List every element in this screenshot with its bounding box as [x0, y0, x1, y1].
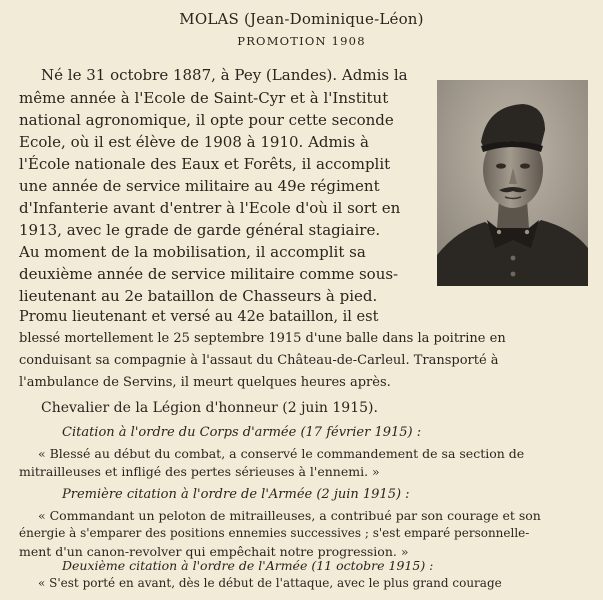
portrait-photo — [437, 80, 588, 286]
citation-text-line: mitrailleuses et infligé des pertes sérieuses à l'ennemi. » — [19, 464, 380, 479]
bio-line: Promu lieutenant et versé au 42e bataillon, il est — [19, 309, 379, 325]
bio-line: conduisant sa compagnie à l'assaut du Château-de-Carleul. Transporté à — [19, 353, 499, 368]
bio-line: blessé mortellement le 25 septembre 1915 d'une balle dans la poitrine en — [19, 331, 506, 346]
bio-line: Au moment de la mobilisation, il accomplit sa — [19, 243, 366, 261]
bio-line: d'Infanterie avant d'entrer à l'Ecole d'où il sort en — [19, 199, 401, 217]
citation-text-line: « Blessé au début du combat, a conservé le commandement de sa section de — [38, 446, 525, 461]
citation-text-line: « Commandant un peloton de mitrailleuses, a contribué par son courage et son — [38, 508, 541, 523]
citation-heading: Deuxième citation à l'ordre de l'Armée (11 octobre 1915) : — [62, 558, 434, 573]
bio-line: l'ambulance de Servins, il meurt quelques heures après. — [19, 375, 391, 390]
bio-line: l'École nationale des Eaux et Forêts, il accomplit — [19, 155, 391, 173]
person-name-title: MOLAS (Jean-Dominique-Léon) — [179, 10, 424, 28]
bio-line: 1913, avec le grade de garde général stagiaire. — [19, 221, 381, 239]
citation-text-line: ment d'un canon-revolver qui empêchait notre progression. » — [19, 544, 409, 559]
citation-heading: Citation à l'ordre du Corps d'armée (17 février 1915) : — [62, 425, 422, 440]
bio-line: lieutenant au 2e bataillon de Chasseurs à pied. — [19, 287, 378, 305]
promotion-subtitle: PROMOTION 1908 — [237, 34, 366, 48]
bio-line: même année à l'Ecole de Saint-Cyr et à l'Institut — [19, 89, 389, 107]
citation-text-line: énergie à s'emparer des positions ennemies successives ; s'est emparé personnelle- — [19, 526, 530, 540]
bio-line: Ecole, où il est élève de 1908 à 1910. Admis à — [19, 133, 369, 151]
bio-line: une année de service militaire au 49e régiment — [19, 177, 380, 195]
citation-heading: Première citation à l'ordre de l'Armée (2 juin 1915) : — [62, 487, 410, 502]
bio-line: Né le 31 octobre 1887, à Pey (Landes). Admis la — [41, 66, 408, 84]
bio-line: national agronomique, il opte pour cette seconde — [19, 111, 394, 129]
bio-line: deuxième année de service militaire comme sous- — [19, 265, 399, 283]
citation-text-line: « S'est porté en avant, dès le début de l'attaque, avec le plus grand courage — [38, 576, 502, 590]
legion-honour-line: Chevalier de la Légion d'honneur (2 juin 1915). — [41, 400, 378, 416]
